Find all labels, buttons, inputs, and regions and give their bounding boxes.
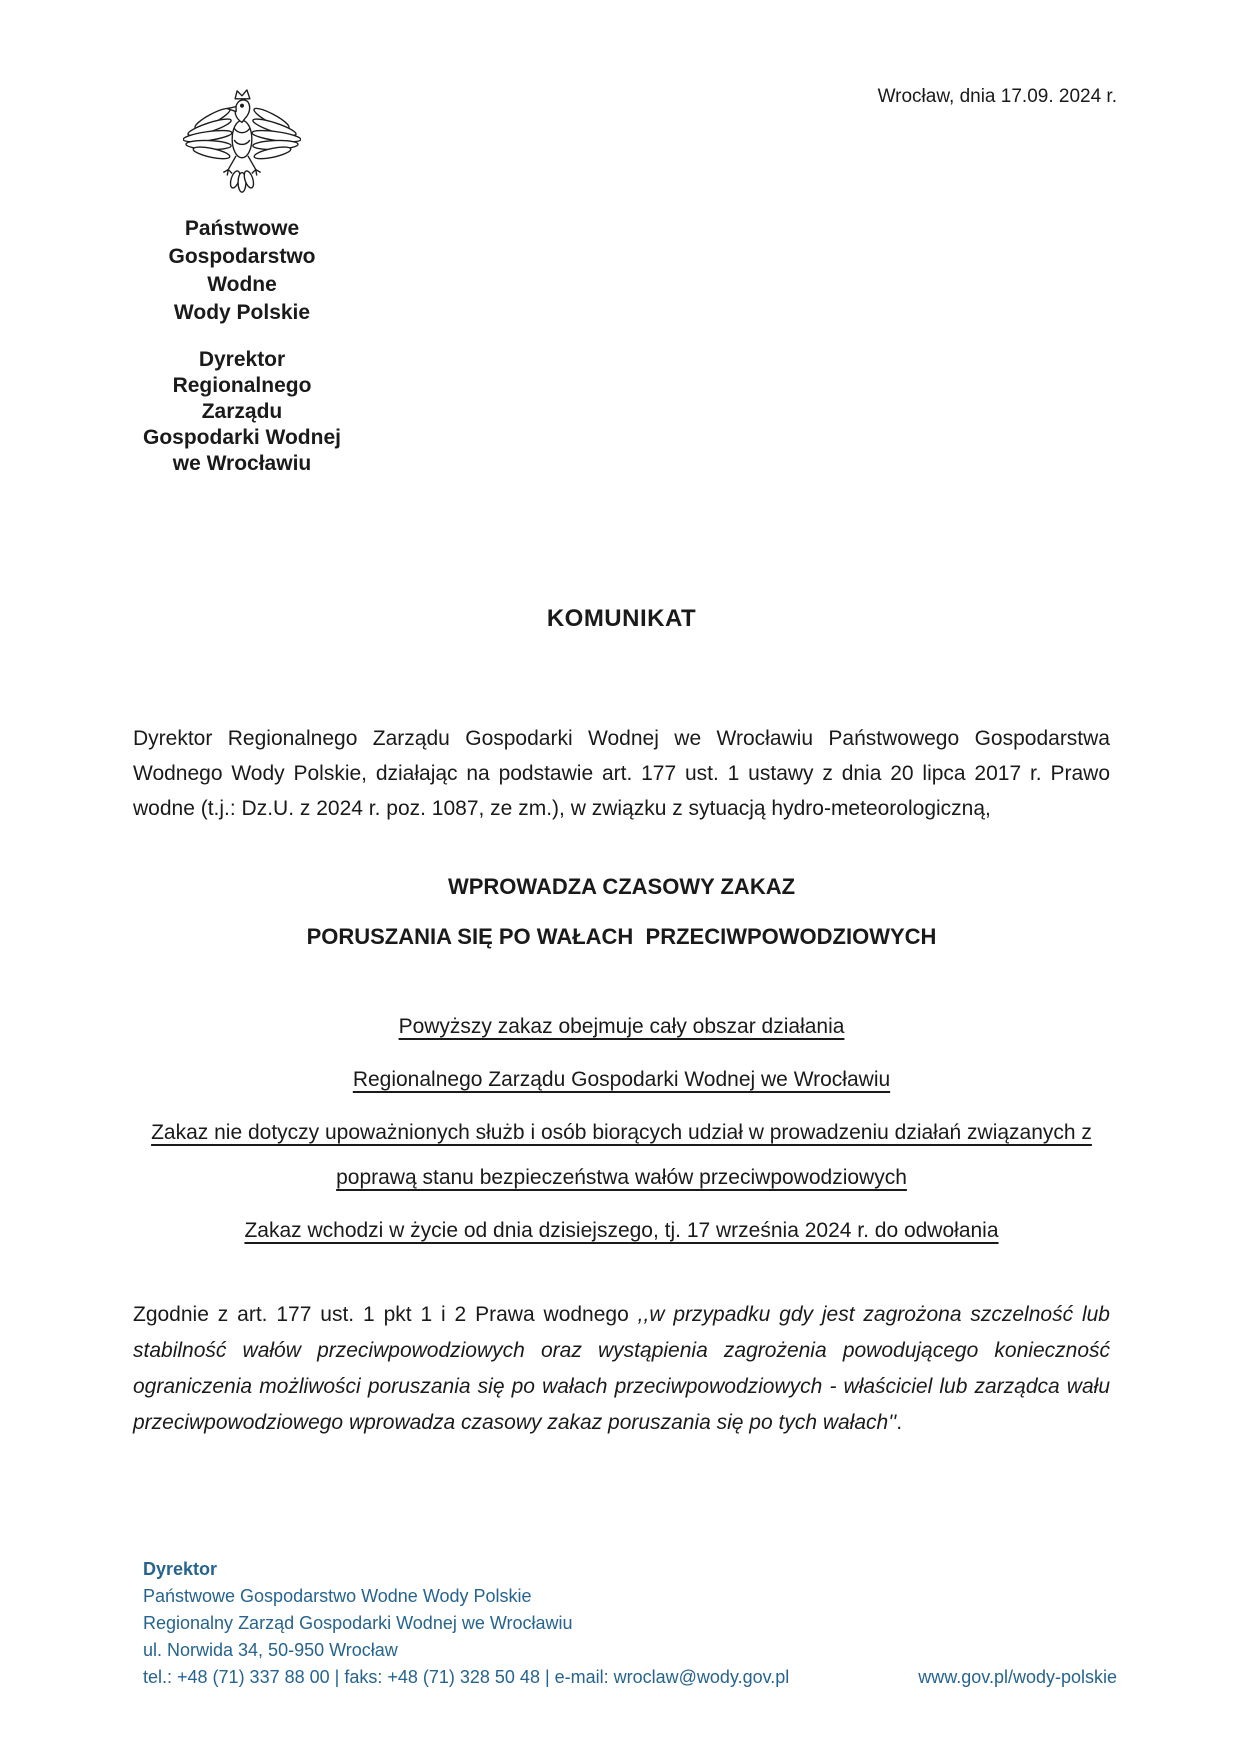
footer-website: www.gov.pl/wody-polskie <box>918 1667 1117 1687</box>
date-line: Wrocław, dnia 17.09. 2024 r. <box>877 86 1117 107</box>
scope-section <box>133 1004 1110 1253</box>
scope-line-text: Zakaz wchodzi w życie od dnia dzisiejszego, tj. 17 września 2024 r. do odwołania <box>244 1219 999 1242</box>
footer-line: ul. Norwida 34, 50-950 Wrocław <box>143 1640 398 1660</box>
letterhead <box>133 85 351 477</box>
footer-title: Dyrektor <box>143 1559 218 1579</box>
scope-line <box>133 1110 1110 1200</box>
document-title: KOMUNIKAT <box>546 605 697 632</box>
scope-line-text: Zakaz nie dotyczy upoważnionych służb i osób biorących udział w prowadzeniu działań związanych z poprawą stanu bezpieczeństwa wałów przeciwpowodziowych <box>151 1121 1092 1189</box>
legal-paragraph <box>133 1297 1110 1441</box>
issuer-line: we Wrocławiu <box>172 452 312 475</box>
legal-prefix: Zgodnie z art. 177 ust. 1 pkt 1 i 2 Prawa wodnego <box>133 1303 638 1326</box>
footer-contact-line: tel.: +48 (71) 337 88 00 | faks: +48 (71) 328 50 48 | e-mail: wroclaw@wody.gov.pl <box>143 1667 790 1687</box>
footer-line: Państwowe Gospodarstwo Wodne Wody Polskie <box>143 1586 532 1606</box>
footer-line: Regionalny Zarząd Gospodarki Wodnej we Wrocławiu <box>143 1613 573 1633</box>
ban-heading-line1: WPROWADZA CZASOWY ZAKAZ <box>447 874 796 899</box>
issuer-name <box>133 347 351 477</box>
issuer-line: Gospodarki Wodnej <box>143 426 341 449</box>
scope-line <box>133 1004 1110 1049</box>
footer-contact-row <box>143 1664 1117 1691</box>
scope-line-text: Regionalnego Zarządu Gospodarki Wodnej we Wrocławiu <box>352 1068 891 1091</box>
polish-eagle-emblem-icon <box>183 85 301 203</box>
legal-quote: ,,w przypadku gdy jest zagrożona szczelność lub stabilność wałów przeciwpowodziowych oraz wystąpienia zagrożenia powodującego konieczność ograniczenia możliwości poruszania się po wałach przeciwpowodziowych - właściciel lub zarządca wału przeciwpowodziowego wprowadza czasowy zakaz poruszania się po tych wałach'' <box>133 1303 1110 1434</box>
org-line: Państwowe <box>184 217 300 240</box>
scope-line-text: Powyższy zakaz obejmuje cały obszar działania <box>398 1015 845 1038</box>
issuer-line: Dyrektor <box>198 348 286 371</box>
legal-suffix: . <box>896 1411 903 1434</box>
organization-name <box>133 215 351 327</box>
footer-block <box>143 1556 1117 1691</box>
scope-line <box>133 1208 1110 1253</box>
org-line: Gospodarstwo Wodne <box>168 245 316 296</box>
intro-paragraph: Dyrektor Regionalnego Zarządu Gospodarki Wodnej we Wrocławiu Państwowego Gospodarstwa Wodnego Wody Polskie, działając na podstawie art. 177 ust. 1 ustawy z dnia 20 lipca 2017 r. Prawo wodne (t.j.: Dz.U. z 2024 r. poz. 1087, ze zm.), w związku z sytuacją hydro-meteorologiczną, <box>133 727 1110 820</box>
ban-heading-line2: PORUSZANIA SIĘ PO WAŁACH PRZECIWPOWODZIOWYCH <box>306 924 937 949</box>
scope-line <box>133 1057 1110 1102</box>
org-line: Wody Polskie <box>173 301 311 324</box>
issuer-line: Regionalnego Zarządu <box>172 374 312 423</box>
